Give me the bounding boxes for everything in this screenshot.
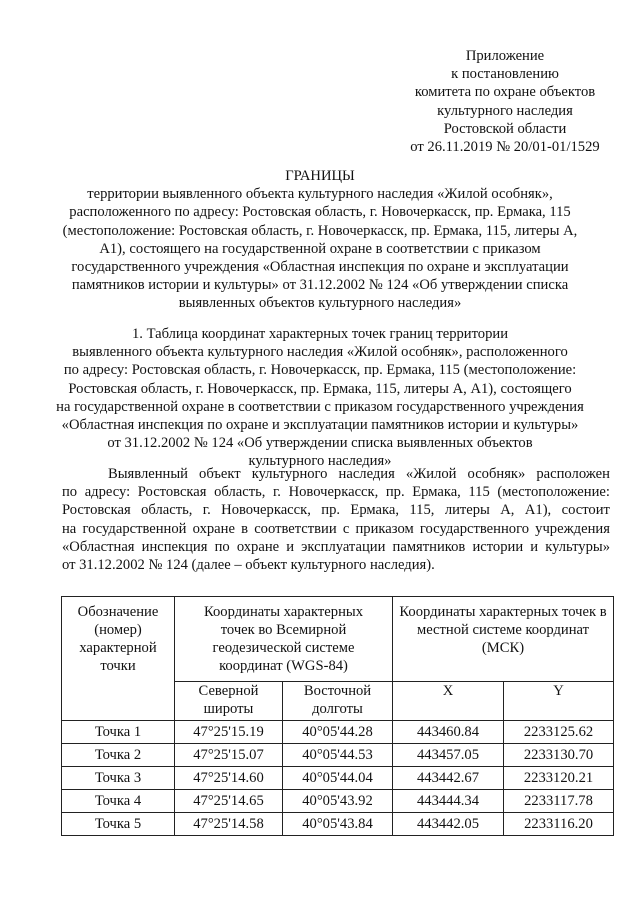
caption-line: 1. Таблица координат характерных точек границ территории <box>131 326 509 342</box>
cell-y: 2233120.21 <box>504 767 614 790</box>
paragraph-line: «Областная инспекция по охране и эксплуатации памятников истории и культуры» <box>62 538 610 555</box>
appendix-line: к постановлению <box>451 66 559 83</box>
table-row <box>62 790 614 813</box>
cell-east: 40°05'43.92 <box>283 790 393 813</box>
cell-x: 443460.84 <box>393 721 504 744</box>
cell-x: 443457.05 <box>393 744 504 767</box>
paragraph-line: по адресу: Ростовская область, г. Новочеркасск, пр. Ермака, 115 (местоположение: <box>62 484 610 501</box>
title-line: (местоположение: Ростовская область, г. Новочеркасск, пр. Ермака, 115, литеры А, <box>62 222 578 239</box>
cell-point: Точка 5 <box>62 813 175 836</box>
header-wgs84: Координаты характерных точек во Всемирной геодезической системе координат (WGS-84) <box>175 597 393 682</box>
appendix-line: Приложение <box>465 48 545 64</box>
cell-north: 47°25'15.07 <box>175 744 283 767</box>
coordinates-table <box>61 596 614 836</box>
cell-north: 47°25'14.60 <box>175 767 283 790</box>
header-msk: Координаты характерных точек в местной системе координат (МСК) <box>393 597 614 682</box>
document-title <box>40 167 600 313</box>
cell-east: 40°05'44.04 <box>283 767 393 790</box>
appendix-block <box>400 47 610 156</box>
cell-east: 40°05'43.84 <box>283 813 393 836</box>
title-line: территории выявленного объекта культурного наследия «Жилой особняк», <box>87 186 553 203</box>
cell-y: 2233116.20 <box>504 813 614 836</box>
appendix-line: комитета по охране объектов <box>414 84 596 101</box>
caption-line: на государственной охране в соответствии с приказом государственного учреждения <box>56 398 584 415</box>
cell-point: Точка 1 <box>62 721 175 744</box>
paragraph-line: Выявленный объект культурного наследия «Жилой особняк» расположен <box>108 466 610 482</box>
caption-line: Ростовская область, г. Новочеркасск, пр. Ермака, 115, литеры А, А1), состоящего <box>68 380 572 397</box>
appendix-line: культурного наследия <box>437 102 573 119</box>
table-row <box>62 767 614 790</box>
title-line: выявленных объектов культурного наследия» <box>178 295 462 312</box>
caption-line: от 31.12.2002 № 124 «Об утверждении списка выявленных объектов <box>107 435 533 452</box>
table-caption <box>40 325 600 471</box>
appendix-line: от 26.11.2019 № 20/01-01/1529 <box>410 139 600 156</box>
caption-line: «Областная инспекция по охране и эксплуатации памятников истории и культуры» <box>61 417 579 434</box>
table-row <box>62 721 614 744</box>
cell-point: Точка 2 <box>62 744 175 767</box>
caption-line: выявленного объекта культурного наследия «Жилой особняк», расположенного <box>72 344 568 361</box>
cell-y: 2233117.78 <box>504 790 614 813</box>
header-point-designation: Обозначение (номер) характерной точки <box>62 597 175 721</box>
table-row <box>62 744 614 767</box>
title-line: расположенного по адресу: Ростовская область, г. Новочеркасск, пр. Ермака, 115 <box>69 204 571 221</box>
title-line: памятников истории и культуры» от 31.12.2002 № 124 «Об утверждении списка <box>71 277 569 294</box>
title-line: государственного учреждения «Областная инспекция по охране и эксплуатации <box>71 259 569 276</box>
title-heading: ГРАНИЦЫ <box>285 168 355 184</box>
paragraph-line: от 31.12.2002 № 124 (далее – объект культурного наследия). <box>62 557 435 574</box>
table-header-row <box>62 597 614 682</box>
cell-north: 47°25'14.58 <box>175 813 283 836</box>
table-row <box>62 813 614 836</box>
cell-north: 47°25'14.65 <box>175 790 283 813</box>
caption-line: по адресу: Ростовская область, г. Новочеркасск, пр. Ермака, 115 (местоположение: <box>63 362 577 379</box>
paragraph-line: на государственной охране в соответствии с приказом государственного учреждения <box>62 520 610 537</box>
cell-y: 2233130.70 <box>504 744 614 767</box>
header-y: Y <box>504 682 614 721</box>
paragraph-line: Ростовская область, г. Новочеркасск, пр. Ермака, 115, литеры А, А1), состоит <box>62 502 610 519</box>
cell-east: 40°05'44.28 <box>283 721 393 744</box>
cell-x: 443442.67 <box>393 767 504 790</box>
caption-line: культурного наследия» <box>248 453 392 470</box>
cell-x: 443442.05 <box>393 813 504 836</box>
title-line: А1), состоящего на государственной охране в соответствии с приказом <box>99 240 541 257</box>
appendix-line: Ростовской области <box>443 120 567 137</box>
cell-y: 2233125.62 <box>504 721 614 744</box>
cell-east: 40°05'44.53 <box>283 744 393 767</box>
cell-north: 47°25'15.19 <box>175 721 283 744</box>
header-x: X <box>393 682 504 721</box>
header-north-latitude: Северной широты <box>175 682 283 721</box>
cell-x: 443444.34 <box>393 790 504 813</box>
cell-point: Точка 3 <box>62 767 175 790</box>
header-east-longitude: Восточной долготы <box>283 682 393 721</box>
cell-point: Точка 4 <box>62 790 175 813</box>
body-paragraph <box>62 465 610 574</box>
